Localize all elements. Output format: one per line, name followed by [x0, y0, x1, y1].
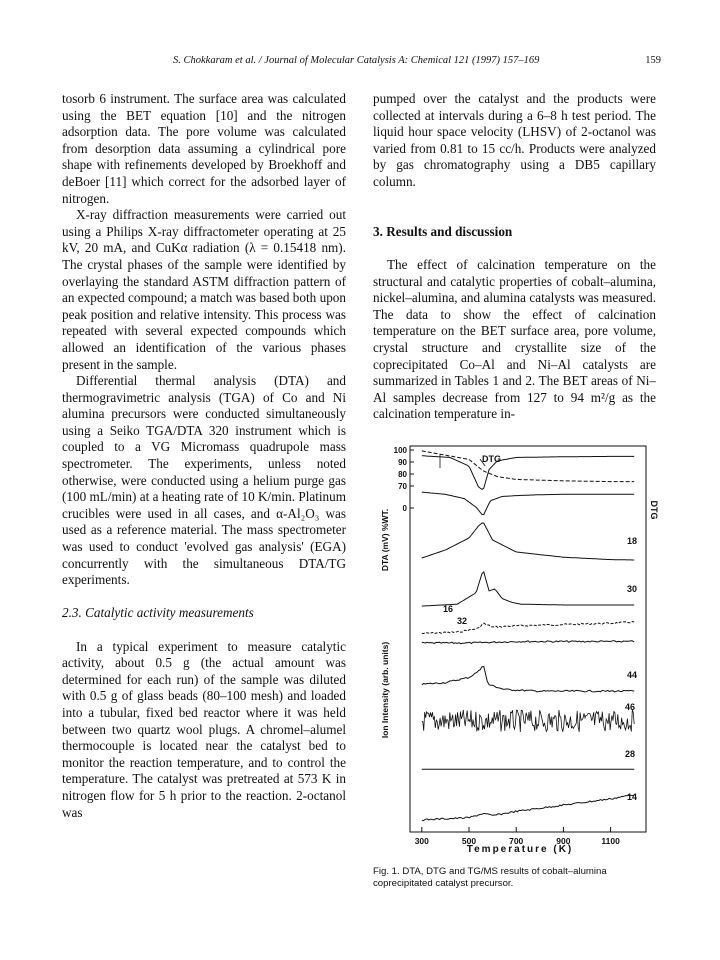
trace-label-28: 28 [624, 749, 636, 759]
series-line-16 [422, 622, 634, 634]
x-tick-label: 700 [509, 836, 524, 846]
trace-label-44: 44 [626, 670, 638, 680]
y-axis-label-top: DTA (mV) %WT. [380, 508, 390, 572]
right-axis-label: DTG [649, 500, 659, 520]
plot-frame [410, 446, 646, 832]
y-tick-label: 90 [398, 458, 407, 467]
trace-label-46: 46 [624, 702, 636, 712]
paragraph-dta: Differential thermal analysis (DTA) and thermogravimetric analysis (TGA) of Co and Ni alumina precursors were conducted simultaneously using a Seiko TGA/DTA 320 instrument which is coupled to a VG Micromass quadrupole mass spectrometer. The experiments, unless noted otherwise, were conducted using a helium purge gas (100 mL/min) at a heating rate of 10 K/min. Platinum crucibles were used in all cases, and α-Al₂O₃ was used as a reference material. The mass spectrometer was used to conduct 'evolved gas analysis' (EGA) concurrently with the simultaneous DTA/TG experiments. [62, 373, 346, 588]
trace-label-30: 30 [626, 584, 638, 594]
y-tick-label: 80 [398, 470, 407, 479]
series-line-dtg [422, 456, 634, 490]
paragraph-xrd: X-ray diffraction measurements were carried out using a Philips X-ray diffractometer operating at 25 kV, 20 mA, and CuKα radiation (λ = 0.15418 nm). The crystal phases of the sample were identified by overlaying the standard ASTM diffraction pattern of an expected compound; a match was based both upon peak position and relative intensity. This process was repeated with several expected compounds which allowed an identification of the various phases present in the sample. [62, 207, 346, 372]
series-line-14 [422, 795, 634, 821]
paragraph-products: pumped over the catalyst and the products were collected at intervals during a 6–8 h test period. The liquid hour space velocity (LHSV) of 2-octanol was varied from 0.81 to 15 cc/h. Products were analyzed by gas chromatography using a DB5 capillary column. [373, 91, 656, 189]
series-line-30 [422, 572, 634, 606]
trace-label-18: 18 [626, 536, 638, 546]
running-head: S. Chokkaram et al. / Journal of Molecular Catalysis A: Chemical 121 (1997) 157–169 [173, 55, 540, 66]
series-line-32 [422, 641, 634, 644]
series-line-44 [422, 667, 634, 692]
figure-caption: Fig. 1. DTA, DTG and TG/MS results of cobalt–alumina coprecipitated catalyst precursor. [373, 866, 607, 889]
paragraph-results: The effect of calcination temperature on the structural and catalytic properties of cobalt–alumina, nickel–alumina, and alumina catalysts was measured. The data to show the effect of calcination temperature on the BET surface area, pore volume, crystal structure and crystallite size of the coprecipitated Co–Al and Ni–Al catalysts are summarized in Tables 1 and 2. The BET areas of Ni–Al samples decrease from 127 to 94 m²/g as the calcination temperature in- [373, 256, 656, 422]
figure-1-plot [370, 440, 666, 860]
x-axis-title: Temperature (K) [466, 844, 574, 855]
dtg-label: DTG [482, 454, 501, 464]
page-header [55, 55, 665, 71]
subsection-heading: 2.3. Catalytic activity measurements [62, 605, 254, 621]
page-number: 159 [645, 55, 661, 66]
trace-label-14: 14 [626, 792, 638, 802]
x-tick-label: 500 [461, 836, 477, 846]
series-line-46 [422, 710, 634, 732]
x-tick-label: 1100 [601, 836, 620, 846]
y-axis-label-bottom: Ion Intensity (arb. units) [380, 641, 390, 739]
x-tick-label: 300 [414, 836, 429, 846]
trace-label-16: 16 [442, 604, 454, 614]
trace-label-32: 32 [456, 616, 468, 626]
paragraph-catalytic: In a typical experiment to measure catalytic activity, about 0.5 g (the actual amount was determined for each run) of the sample was diluted with 0.5 g of glass beads (80–100 mesh) and loaded into a tubular, fixed bed reactor where it was held between two quartz wool plugs. A chromel–alumel thermocouple is located near the catalyst bed to monitor the reaction temperature, and to control the temperature. The catalyst was pretreated at 573 K in nitrogen flow for 5 h prior to the reaction. 2-octanol was [62, 638, 346, 820]
series-line-wt [422, 451, 634, 482]
paragraph-bet: tosorb 6 instrument. The surface area was calculated using the BET equation [10] and the nitrogen adsorption data. The pore volume was calculated from desorption data assuming a cylindrical pore shape with refinements developed by Broekhoff and deBoer [11] which correct for the adsorbed layer of nitrogen. [62, 91, 346, 206]
x-tick-label: 900 [556, 836, 571, 846]
series-line-dta [422, 492, 634, 514]
section-heading: 3. Results and discussion [373, 223, 513, 239]
left-column [62, 91, 346, 821]
y-tick-label: 100 [393, 446, 407, 455]
right-column [373, 91, 656, 423]
series-line-18 [422, 523, 634, 560]
y-tick-label: 70 [398, 482, 407, 491]
figure-1 [370, 440, 666, 855]
y-tick-label: 0 [402, 504, 407, 513]
